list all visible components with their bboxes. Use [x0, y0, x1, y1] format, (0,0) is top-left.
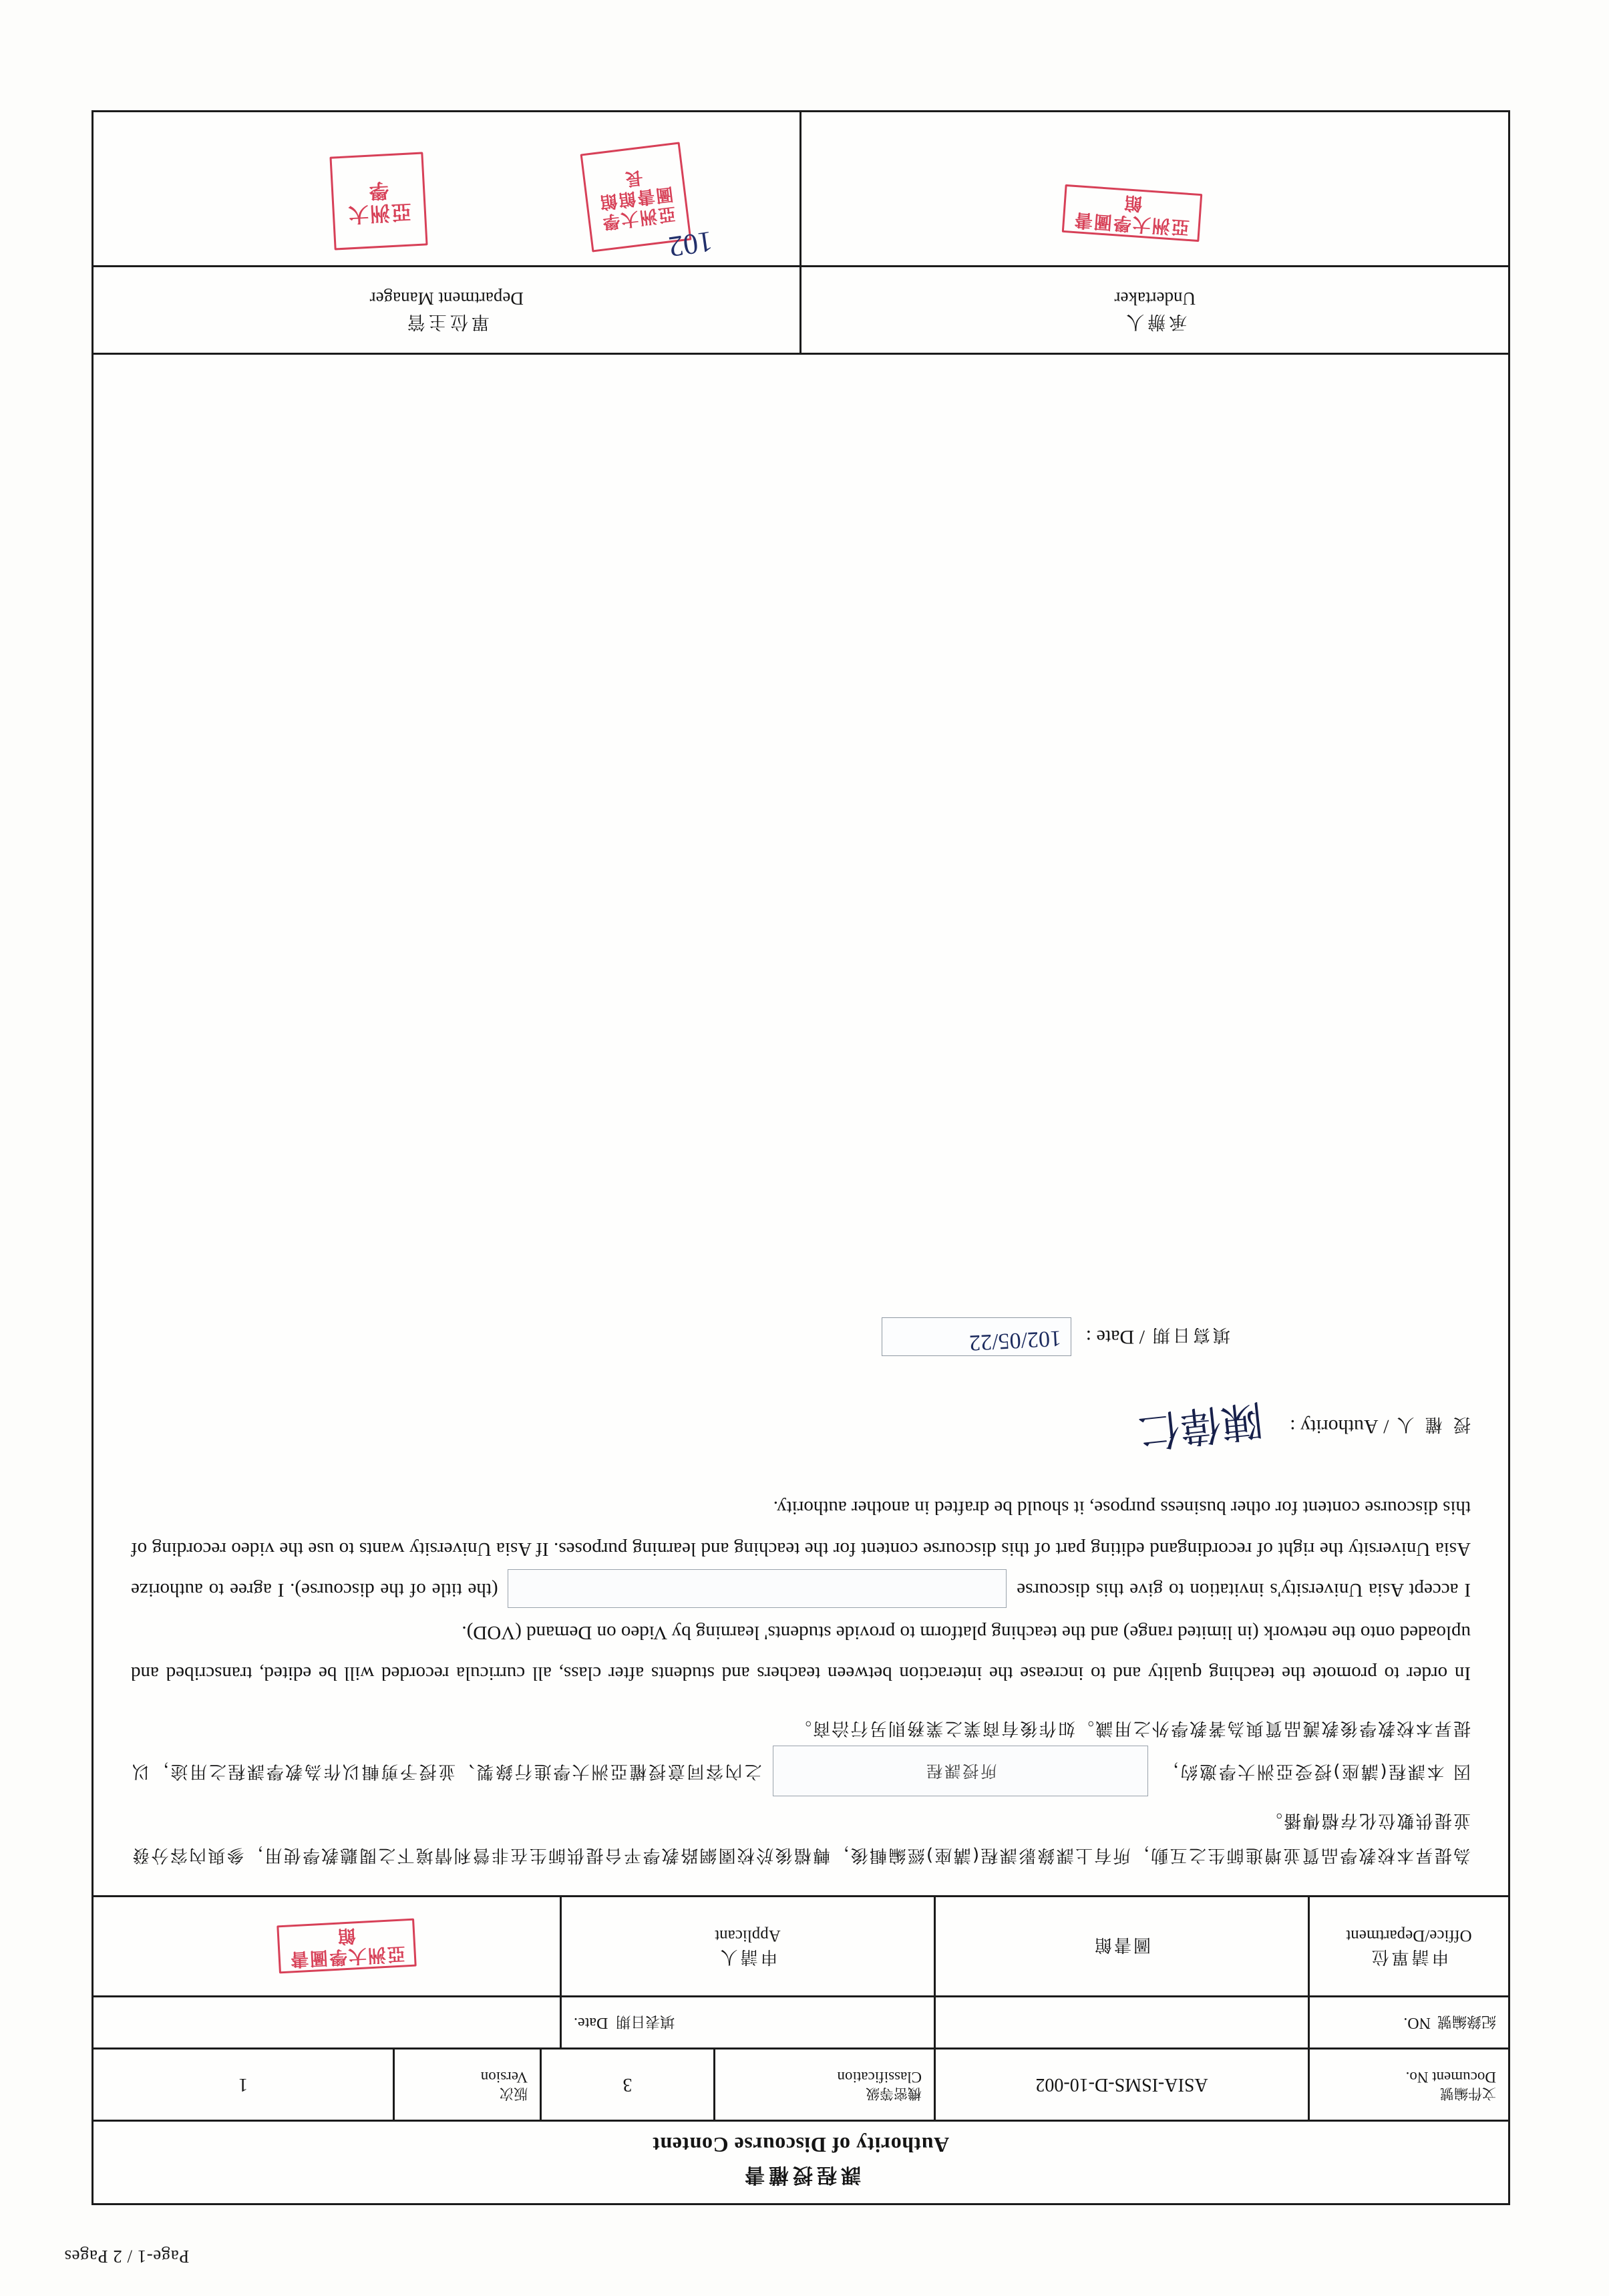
fill-date-label-cn: 填表日期	[616, 2013, 675, 2029]
record-no-row	[94, 1995, 1508, 2047]
office-label-en: Office/Department	[1346, 1926, 1472, 1945]
manager-stamp-university: 亞洲大學	[330, 152, 428, 250]
page-indicator: Page-1 / 2 Pages	[64, 2247, 190, 2267]
classification-label-cell	[713, 2049, 934, 2120]
version-label-en: Version	[480, 2068, 528, 2086]
authority-label-en: / Authority :	[1290, 1415, 1389, 1438]
form-body	[94, 1317, 1508, 1895]
discourse-title-input-en[interactable]	[508, 1569, 1007, 1608]
record-no-value[interactable]	[934, 1997, 1308, 2047]
office-value-cell[interactable]	[934, 1897, 1308, 1995]
manager-stamp-area[interactable]	[94, 113, 800, 265]
record-no-label-cell	[1308, 1997, 1508, 2047]
record-no-label-en: NO.	[1403, 2014, 1431, 2031]
applicant-label-cn: 申請人	[717, 1947, 778, 1967]
document-no-value: ASIA-ISMS-D-10-002	[1035, 2074, 1208, 2096]
authority-label-cn: 授 權 人	[1394, 1414, 1471, 1435]
undertaker-label-en: Undertaker	[1114, 289, 1196, 309]
authority-date-label-cn: 填寫日期	[1149, 1325, 1230, 1345]
body-paragraph-cn-1: 為提昇本校教學品質並增進師生之互動，所有上課錄影課程(講座)經編輯後，轉檔後於校園網路教學平台提供師生在非營利情境下之閱聽教學使用，參與內容分發並提供數位化存檔傳播。	[131, 1810, 1471, 1865]
undertaker-stamp: 亞洲大學圖書館	[1062, 184, 1203, 242]
authority-signature-space[interactable]	[131, 1396, 1290, 1456]
undertaker-label-cn: 承辦人	[1123, 311, 1188, 333]
record-no-label-cn: 紀錄編號	[1437, 2013, 1496, 2029]
version-label-cell	[393, 2049, 540, 2120]
body-paragraph-en-2-tail: content for the teaching and learning purposes. If Asia University wants to use the video recording of this discourse content for other business purpose, it should be drafted in another authority.	[131, 1497, 1471, 1560]
manager-label-cn: 單位主管	[403, 311, 490, 333]
office-label-cell	[1308, 1897, 1508, 1995]
document-no-value-cell	[934, 2049, 1308, 2120]
form-title-en: Authority of Discourse Content	[652, 2133, 950, 2158]
body-paragraph-en-2-mid: (the title of the discourse). I agree to authorize Asia University the right of recordingand editing part of this discourse	[131, 1538, 1471, 1601]
manager-header	[94, 265, 800, 353]
body-paragraph-cn-2-post: 之內容同意授權亞洲大學進行錄製、並授予剪輯以作為教學課程之用途，以提昇本校教學後教護品質與為著教學外之用識。如作後有商業之業務則另行洽商。	[130, 1718, 1471, 1782]
manager-label-en: Department Manager	[369, 289, 524, 309]
signature-area	[94, 112, 1508, 355]
body-paragraph-cn-2-pre: 因 本課程(講座)授受亞洲大學邀約，	[1159, 1761, 1471, 1782]
manager-note-handwriting: 102	[667, 224, 715, 264]
authority-signature-handwriting: 陳偉仁	[1136, 1395, 1265, 1457]
classification-label-cn: 機密等級	[866, 2085, 922, 2102]
undertaker-header	[802, 265, 1509, 353]
authority-date-handwriting: 102/05/22	[968, 1325, 1062, 1355]
form-title-cn: 課程授權書	[741, 2163, 861, 2187]
course-title-input-cn[interactable]	[773, 1746, 1148, 1796]
document-no-label-en: Document No.	[1405, 2068, 1496, 2086]
body-paragraph-cn-2	[131, 1711, 1471, 1796]
document-no-label-cell	[1308, 2049, 1508, 2120]
version-value: 1	[238, 2074, 248, 2096]
office-value: 圖書館	[1093, 1935, 1151, 1955]
document-meta-row	[94, 2047, 1508, 2120]
classification-value-cell	[540, 2049, 713, 2120]
authority-form	[92, 110, 1510, 2205]
body-paragraph-en-2-pre: I accept Asia University's invitation to give this discourse	[1017, 1579, 1471, 1601]
applicant-label-cell	[560, 1897, 934, 1995]
classification-value: 3	[622, 2074, 633, 2096]
undertaker-column	[800, 112, 1509, 353]
authority-signature-line	[131, 1396, 1471, 1456]
applicant-label-en: Applicant	[715, 1926, 781, 1945]
fill-date-value[interactable]	[94, 1997, 560, 2047]
authority-date-input[interactable]	[882, 1317, 1071, 1356]
version-value-cell	[94, 2049, 393, 2120]
authority-date-line	[131, 1317, 1471, 1356]
authority-date-label-en: / Date :	[1085, 1325, 1145, 1348]
course-title-placeholder-cn: 所授課程	[924, 1762, 997, 1780]
form-title-block	[94, 2120, 1508, 2203]
body-paragraph-en-2	[131, 1487, 1471, 1610]
document-no-label-cn: 文件編號	[1440, 2085, 1496, 2102]
manager-column	[94, 112, 800, 353]
applicant-value-cell[interactable]	[94, 1897, 560, 1995]
body-paragraph-en-1: In order to promote the teaching quality and to increase the interaction between teachers and students after class, all curricula recorded will be edited, transcribed and uploaded onto the network (in limited range) and the teaching platform to provide students' learning by Video on Demand (VOD).	[131, 1621, 1471, 1684]
version-label-cn: 版次	[500, 2085, 528, 2102]
fill-date-label-cell	[560, 1997, 934, 2047]
applicant-row	[94, 1895, 1508, 1995]
classification-label-en: Classification	[837, 2068, 922, 2086]
fill-date-label-en: Date.	[574, 2014, 608, 2031]
office-label-cn: 申請單位	[1369, 1947, 1449, 1967]
manager-stamp-director: 亞洲大學圖書館館長	[580, 142, 692, 252]
applicant-stamp: 亞洲大學圖書館	[277, 1919, 416, 1974]
undertaker-stamp-area[interactable]	[802, 113, 1509, 265]
